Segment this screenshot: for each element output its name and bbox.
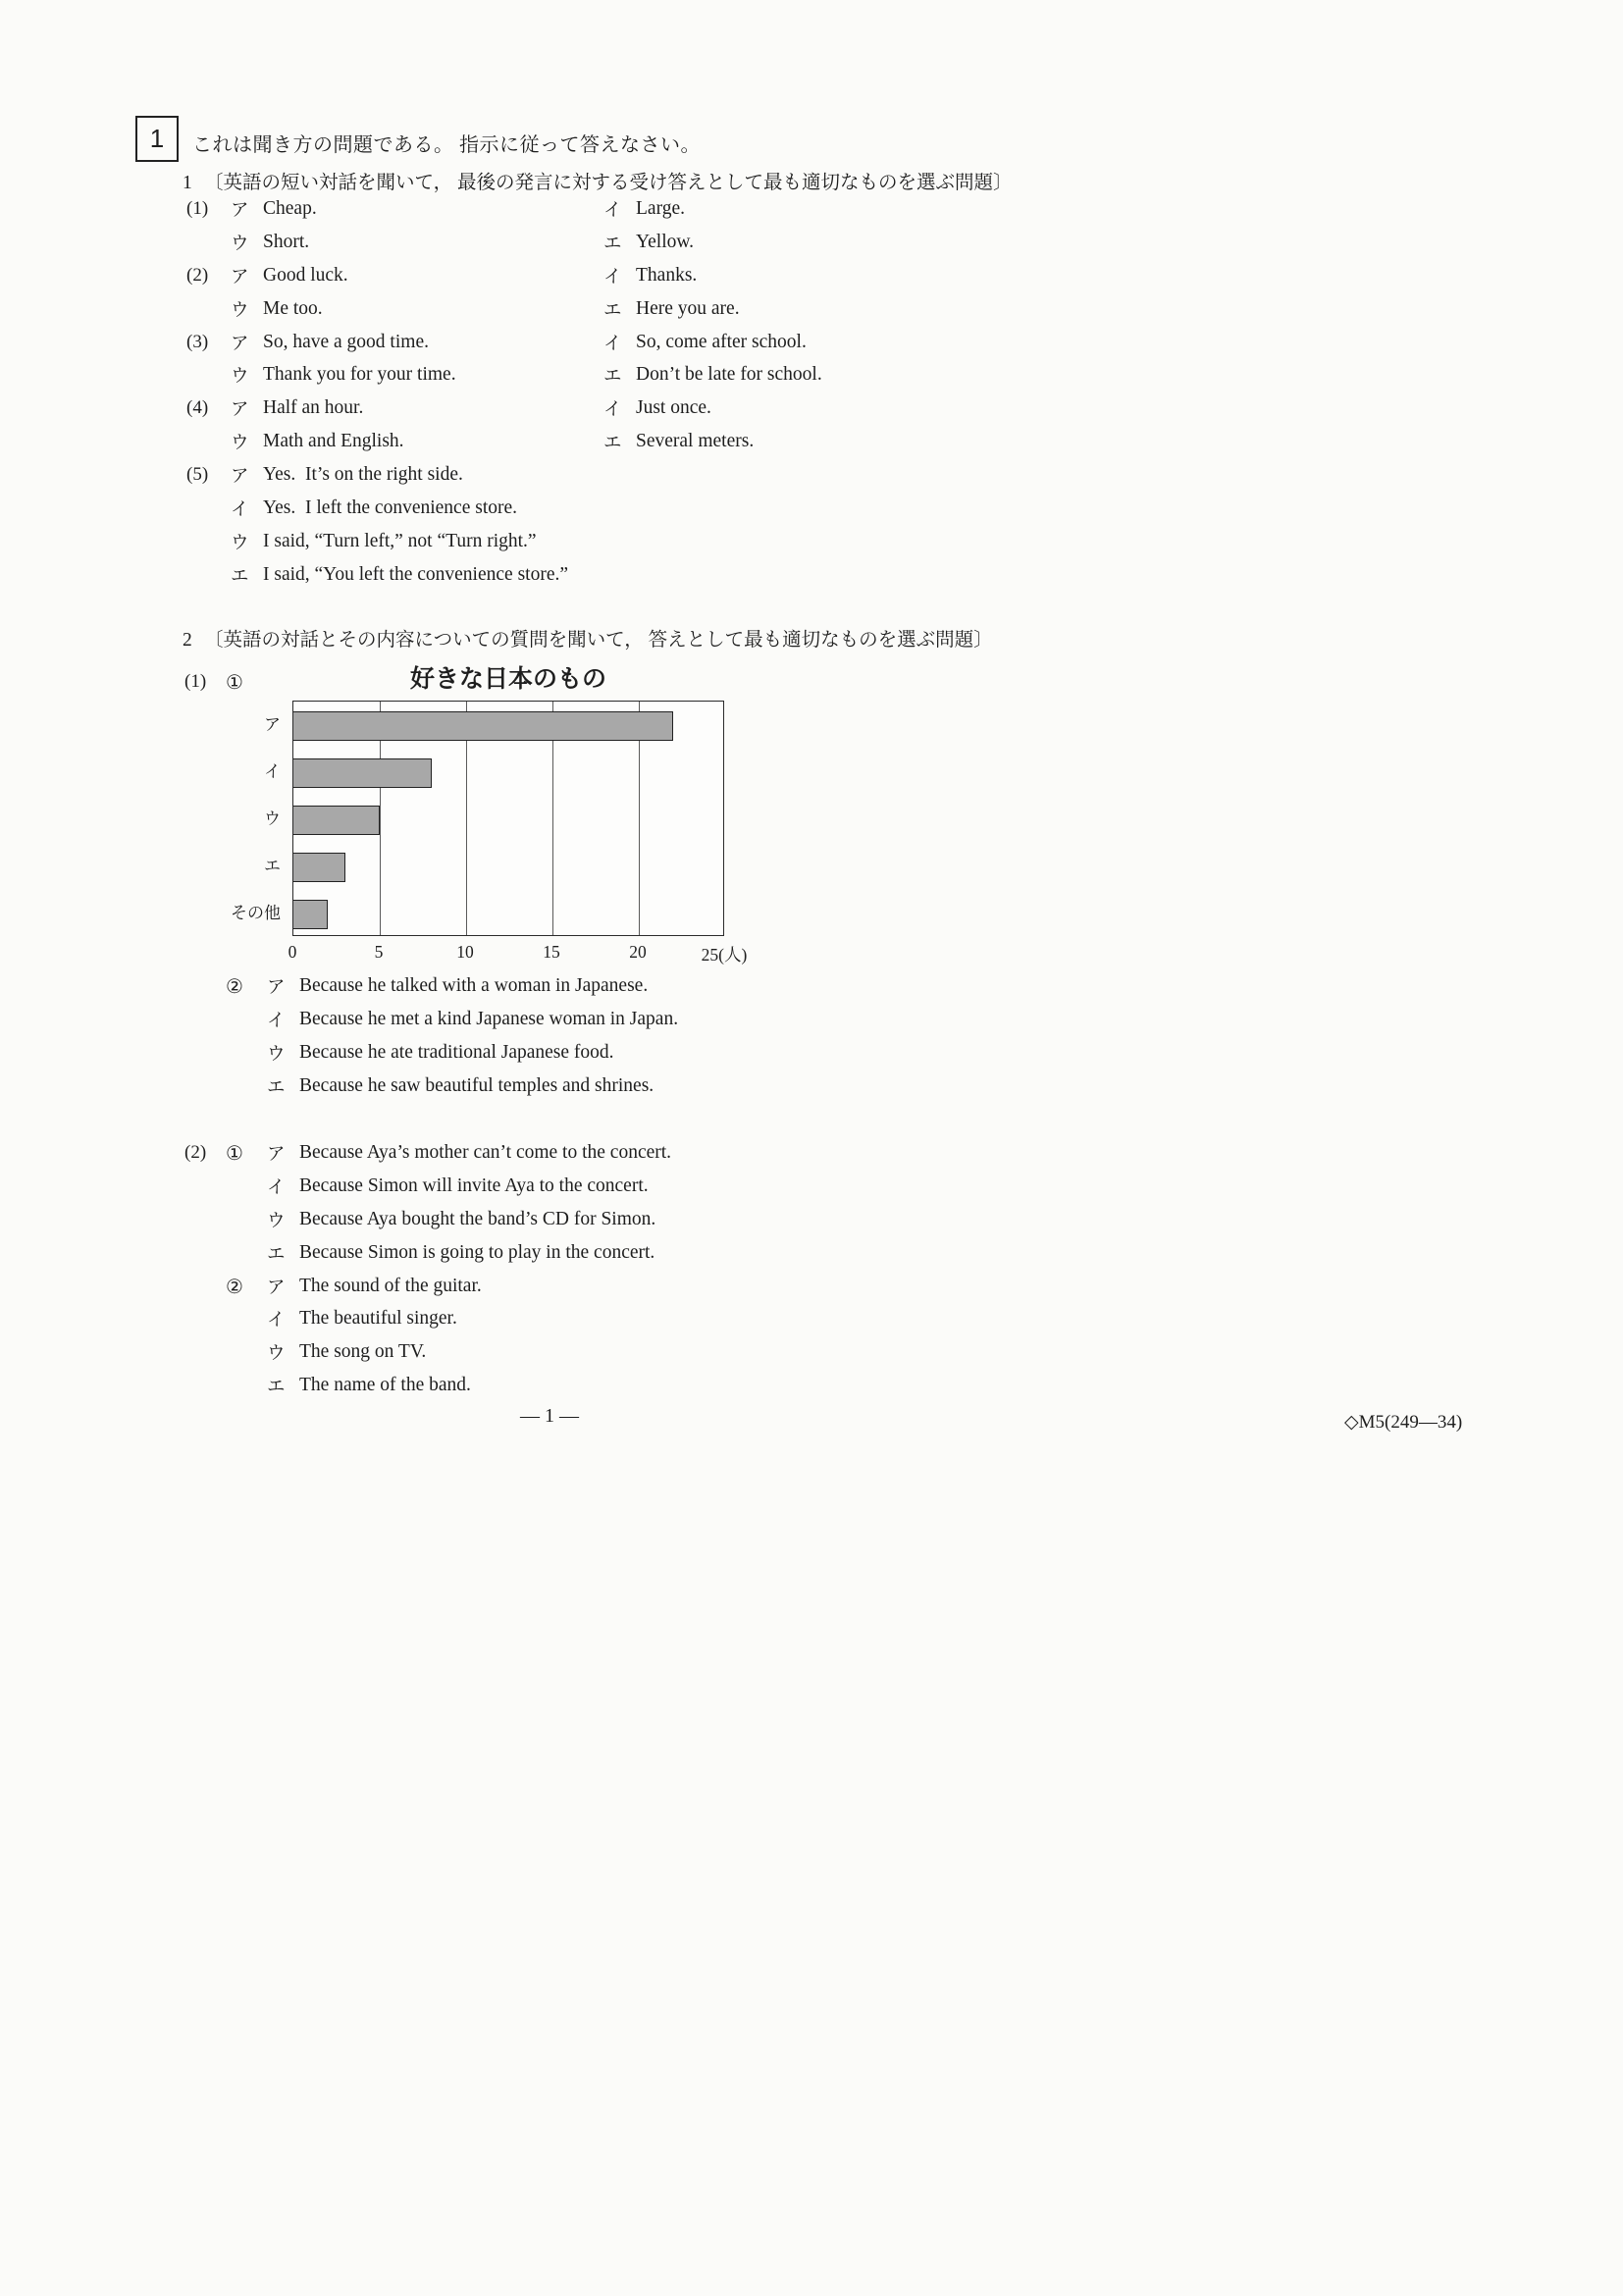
option-row bbox=[184, 1236, 1028, 1270]
option-label: ア bbox=[267, 977, 286, 998]
option-text: So, have a good time. bbox=[263, 331, 429, 352]
option-text: Don’t be late for school. bbox=[636, 364, 822, 386]
question-1-number: 1 bbox=[149, 124, 165, 153]
option-label: イ bbox=[603, 200, 622, 221]
option-label: イ bbox=[267, 1177, 286, 1198]
chart-x-tick-label: 5 bbox=[374, 942, 384, 962]
option-label: ウ bbox=[231, 434, 249, 454]
option-row bbox=[186, 558, 983, 592]
question-number: (2) bbox=[184, 1141, 207, 1163]
question-number: (4) bbox=[186, 397, 209, 419]
option-label: ウ bbox=[267, 1344, 286, 1365]
option-row bbox=[186, 226, 983, 259]
option-text: Because he met a kind Japanese woman in Japan. bbox=[299, 1008, 679, 1029]
question-number: (5) bbox=[186, 464, 209, 486]
option-label: ウ bbox=[231, 367, 249, 388]
option-label: ウ bbox=[267, 1211, 286, 1231]
bar-chart bbox=[231, 659, 805, 973]
part2-heading bbox=[183, 624, 993, 652]
chart-x-axis bbox=[288, 942, 748, 967]
option-label: エ bbox=[603, 434, 622, 454]
option-label: ウ bbox=[231, 300, 249, 321]
question-number: (1) bbox=[186, 197, 209, 219]
option-row bbox=[184, 1335, 1028, 1369]
question-number: (1) bbox=[184, 670, 207, 692]
option-label: イ bbox=[603, 334, 622, 354]
option-text: Short. bbox=[263, 231, 310, 252]
option-row bbox=[186, 458, 983, 492]
chart-bar bbox=[293, 853, 345, 882]
option-row bbox=[184, 1270, 1028, 1303]
option-label: ア bbox=[231, 200, 249, 221]
chart-category-label: イ bbox=[264, 762, 281, 781]
sub-question-number: ② bbox=[226, 1274, 243, 1298]
part2-number: 2 bbox=[183, 630, 192, 651]
option-text: Because he saw beautiful temples and shrines. bbox=[299, 1074, 654, 1096]
option-text: Good luck. bbox=[263, 264, 348, 286]
chart-x-tick-label: 20 bbox=[629, 942, 647, 962]
option-text: Half an hour. bbox=[263, 397, 364, 419]
option-label: エ bbox=[603, 234, 622, 254]
option-text: The beautiful singer. bbox=[299, 1308, 457, 1330]
option-label: ウ bbox=[231, 533, 249, 553]
option-row bbox=[184, 969, 1028, 1003]
part1-number: 1 bbox=[183, 173, 192, 193]
chart-category-label: その他 bbox=[231, 904, 281, 922]
chart-category-label: ア bbox=[264, 715, 281, 734]
option-text: Just once. bbox=[636, 397, 711, 419]
option-text: Thank you for your time. bbox=[263, 364, 456, 386]
option-label: イ bbox=[603, 400, 622, 421]
part2-q2-options bbox=[184, 1136, 1028, 1402]
option-row bbox=[184, 1136, 1028, 1170]
page-number: — 1 — bbox=[520, 1405, 579, 1427]
option-label: エ bbox=[267, 1244, 286, 1265]
option-text: Because Aya’s mother can’t come to the concert. bbox=[299, 1141, 672, 1163]
question-number: (2) bbox=[186, 264, 209, 286]
question-number: (3) bbox=[186, 331, 209, 352]
option-row bbox=[186, 192, 983, 226]
option-label: ウ bbox=[231, 234, 249, 254]
option-text: Because Simon is going to play in the concert. bbox=[299, 1241, 655, 1263]
option-text: Me too. bbox=[263, 297, 323, 319]
part1-heading-text: 〔英語の短い対話を聞いて， 最後の発言に対する受け答えとして最も適切なものを選ぶ問題〕 bbox=[204, 173, 1013, 193]
option-label: ア bbox=[231, 334, 249, 354]
part1-heading bbox=[183, 167, 1013, 194]
option-label: エ bbox=[267, 1378, 286, 1398]
option-label: エ bbox=[231, 566, 249, 587]
chart-x-tick-label: 15 bbox=[543, 942, 560, 962]
option-label: ア bbox=[267, 1278, 286, 1298]
option-label: イ bbox=[267, 1311, 286, 1331]
part2-q1-sub2-options bbox=[184, 969, 1028, 1103]
option-text: Because he ate traditional Japanese food. bbox=[299, 1041, 614, 1063]
option-row bbox=[186, 259, 983, 292]
option-row bbox=[184, 1203, 1028, 1236]
option-label: ア bbox=[231, 467, 249, 488]
option-text: Cheap. bbox=[263, 197, 317, 219]
option-label: ウ bbox=[267, 1044, 286, 1065]
option-label: ア bbox=[231, 400, 249, 421]
option-label: イ bbox=[603, 267, 622, 287]
option-label: エ bbox=[603, 300, 622, 321]
option-row bbox=[184, 1369, 1028, 1402]
option-row bbox=[184, 1170, 1028, 1203]
chart-bar bbox=[293, 900, 328, 929]
option-label: イ bbox=[231, 499, 249, 520]
option-text: Yes. It’s on the right side. bbox=[263, 464, 463, 486]
option-text: Because Aya bought the band’s CD for Simon. bbox=[299, 1208, 656, 1229]
option-text: Math and English. bbox=[263, 431, 404, 452]
chart-category-labels bbox=[231, 701, 287, 936]
option-text: Yellow. bbox=[636, 231, 695, 252]
option-label: エ bbox=[603, 367, 622, 388]
option-row bbox=[186, 292, 983, 326]
option-row bbox=[186, 492, 983, 525]
option-row bbox=[184, 1070, 1028, 1103]
option-label: ア bbox=[231, 267, 249, 287]
option-text: So, come after school. bbox=[636, 331, 807, 352]
sub-question-number: ① bbox=[226, 1140, 243, 1165]
chart-bar bbox=[293, 806, 380, 835]
option-text: I said, “Turn left,” not “Turn right.” bbox=[263, 530, 537, 551]
part2-heading-text: 〔英語の対話とその内容についての質問を聞いて， 答えとして最も適切なものを選ぶ問題〕 bbox=[204, 630, 993, 651]
option-row bbox=[186, 425, 983, 458]
option-row bbox=[184, 1003, 1028, 1036]
chart-bar bbox=[293, 758, 432, 788]
sub-question-number: ① bbox=[226, 669, 243, 694]
option-row bbox=[186, 326, 983, 359]
option-row bbox=[186, 391, 983, 425]
option-row bbox=[184, 1302, 1028, 1335]
option-text: I said, “You left the convenience store.” bbox=[263, 563, 569, 585]
option-text: Yes. I left the convenience store. bbox=[263, 496, 518, 518]
option-row bbox=[186, 525, 983, 558]
chart-plot-area bbox=[292, 701, 724, 936]
option-text: Several meters. bbox=[636, 431, 755, 452]
chart-bar bbox=[293, 711, 673, 741]
option-label: エ bbox=[267, 1077, 286, 1098]
option-text: Because Simon will invite Aya to the concert. bbox=[299, 1174, 649, 1196]
sub-question-number: ② bbox=[226, 973, 243, 998]
chart-category-label: ウ bbox=[264, 809, 281, 828]
option-text: The song on TV. bbox=[299, 1341, 427, 1363]
question-1-instruction: これは聞き方の問題である。 指示に従って答えなさい。 bbox=[192, 134, 701, 156]
option-text: Thanks. bbox=[636, 264, 698, 286]
chart-title: 好きな日本のもの bbox=[409, 665, 606, 693]
document-code: ◇M5(249—34) bbox=[1344, 1412, 1463, 1433]
option-text: Large. bbox=[636, 197, 685, 219]
option-text: The sound of the guitar. bbox=[299, 1275, 482, 1296]
chart-category-label: エ bbox=[264, 857, 281, 875]
option-text: Here you are. bbox=[636, 297, 740, 319]
option-text: Because he talked with a woman in Japanese. bbox=[299, 974, 649, 996]
question-1-number-box bbox=[135, 116, 179, 162]
option-text: The name of the band. bbox=[299, 1375, 471, 1396]
chart-x-tick-label: 25(人) bbox=[701, 945, 748, 965]
option-label: ア bbox=[267, 1144, 286, 1165]
option-row bbox=[184, 1036, 1028, 1070]
chart-x-tick-label: 10 bbox=[456, 942, 474, 962]
option-row bbox=[186, 358, 983, 391]
option-label: イ bbox=[267, 1011, 286, 1031]
chart-x-tick-label: 0 bbox=[288, 942, 297, 962]
part1-options bbox=[186, 192, 983, 592]
